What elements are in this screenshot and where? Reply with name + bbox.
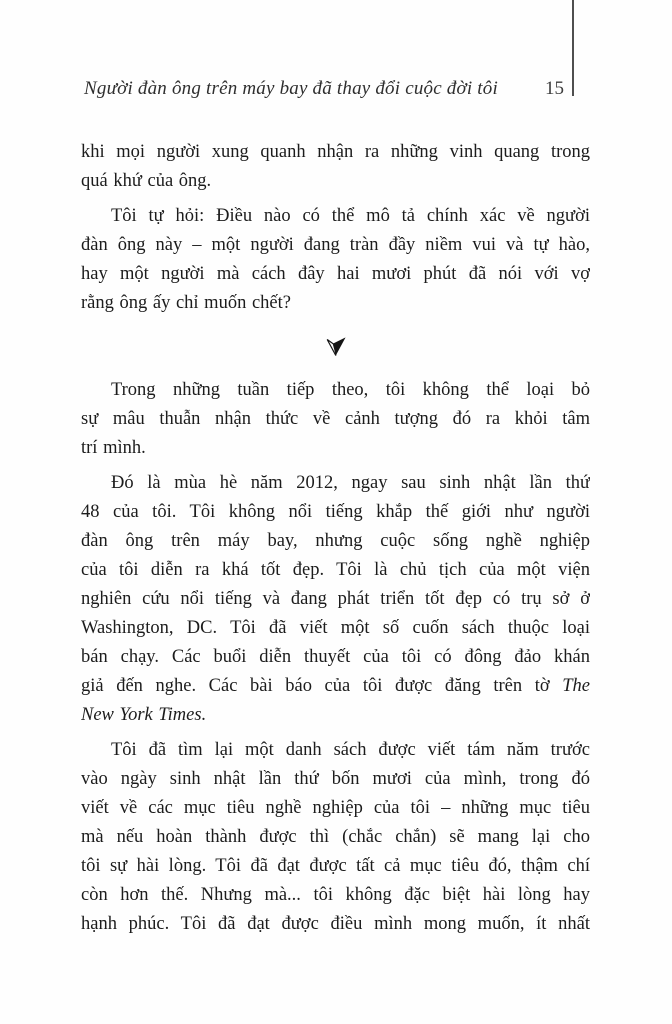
- text-line: hay một người mà cách đây hai mươi phút đã nói với vợ: [81, 264, 590, 284]
- page-header: [84, 78, 564, 100]
- text-line: quá khứ của ông.: [81, 171, 212, 191]
- italic-text: New York Times.: [81, 705, 207, 725]
- text-line: trí mình.: [81, 438, 146, 458]
- text-line: bán chạy. Các buổi diễn thuyết của tôi có đông đảo khán: [81, 647, 590, 667]
- section-separator: [81, 318, 590, 376]
- paragraph: [81, 376, 590, 463]
- text-line: mà nếu hoàn thành được thì (chắc chắn) sẽ mang lại cho: [81, 827, 590, 847]
- text-line: Washington, DC. Tôi đã viết một số cuốn sách thuộc loại: [81, 618, 590, 638]
- text-line: vào ngày sinh nhật lần thứ bốn mươi của mình, trong đó: [81, 769, 590, 789]
- text-line: Tôi tự hỏi: Điều nào có thể mô tả chính xác về người: [111, 206, 590, 226]
- text-line: giả đến nghe. Các bài báo của tôi được đăng trên tờ The: [81, 676, 590, 696]
- page-body: [81, 138, 590, 939]
- text-line: tôi sự hài lòng. Tôi đã đạt được tất cả mục tiêu đó, thậm chí: [81, 856, 590, 876]
- running-title: Người đàn ông trên máy bay đã thay đổi cuộc đời tôi: [84, 78, 498, 99]
- paragraph: [81, 202, 590, 318]
- text-line: Tôi đã tìm lại một danh sách được viết tám năm trước: [111, 740, 590, 760]
- text-line: Đó là mùa hè năm 2012, ngay sau sinh nhật lần thứ: [111, 473, 590, 493]
- text-line: của tôi diễn ra khá tốt đẹp. Tôi là chủ tịch của một viện: [81, 560, 590, 580]
- paragraph: [81, 736, 590, 939]
- text-line: sự mâu thuẫn nhận thức về cảnh tượng đó ra khỏi tâm: [81, 409, 590, 429]
- text-line: [81, 701, 590, 730]
- text-line: viết về các mục tiêu nghề nghiệp của tôi – những mục tiêu: [81, 798, 590, 818]
- page-corner-rule: [572, 0, 574, 96]
- paragraph: [81, 469, 590, 730]
- text-line: đàn ông trên máy bay, nhưng cuộc sống nghề nghiệp: [81, 531, 590, 551]
- text-line: đàn ông này – một người đang tràn đầy niềm vui và tự hào,: [81, 235, 590, 255]
- text-line: còn hơn thế. Nhưng mà... tôi không đặc biệt hài lòng hay: [81, 885, 590, 905]
- text-line: rằng ông ấy chỉ muốn chết?: [81, 293, 291, 313]
- paragraph: [81, 138, 590, 196]
- text-line: nghiên cứu nổi tiếng và đang phát triển tốt đẹp có trụ sở ở: [81, 589, 590, 609]
- page-number: 15: [545, 78, 564, 99]
- text-line: 48 của tôi. Tôi không nổi tiếng khắp thế giới như người: [81, 502, 590, 522]
- text-line: hạnh phúc. Tôi đã đạt được điều mình mong muốn, ít nhất: [81, 914, 590, 934]
- text-line: Trong những tuần tiếp theo, tôi không thể loại bỏ: [111, 380, 590, 400]
- arrow-dingbat-icon: [324, 336, 348, 358]
- italic-text: The: [562, 676, 590, 696]
- text-line: khi mọi người xung quanh nhận ra những vinh quang trong: [81, 142, 590, 162]
